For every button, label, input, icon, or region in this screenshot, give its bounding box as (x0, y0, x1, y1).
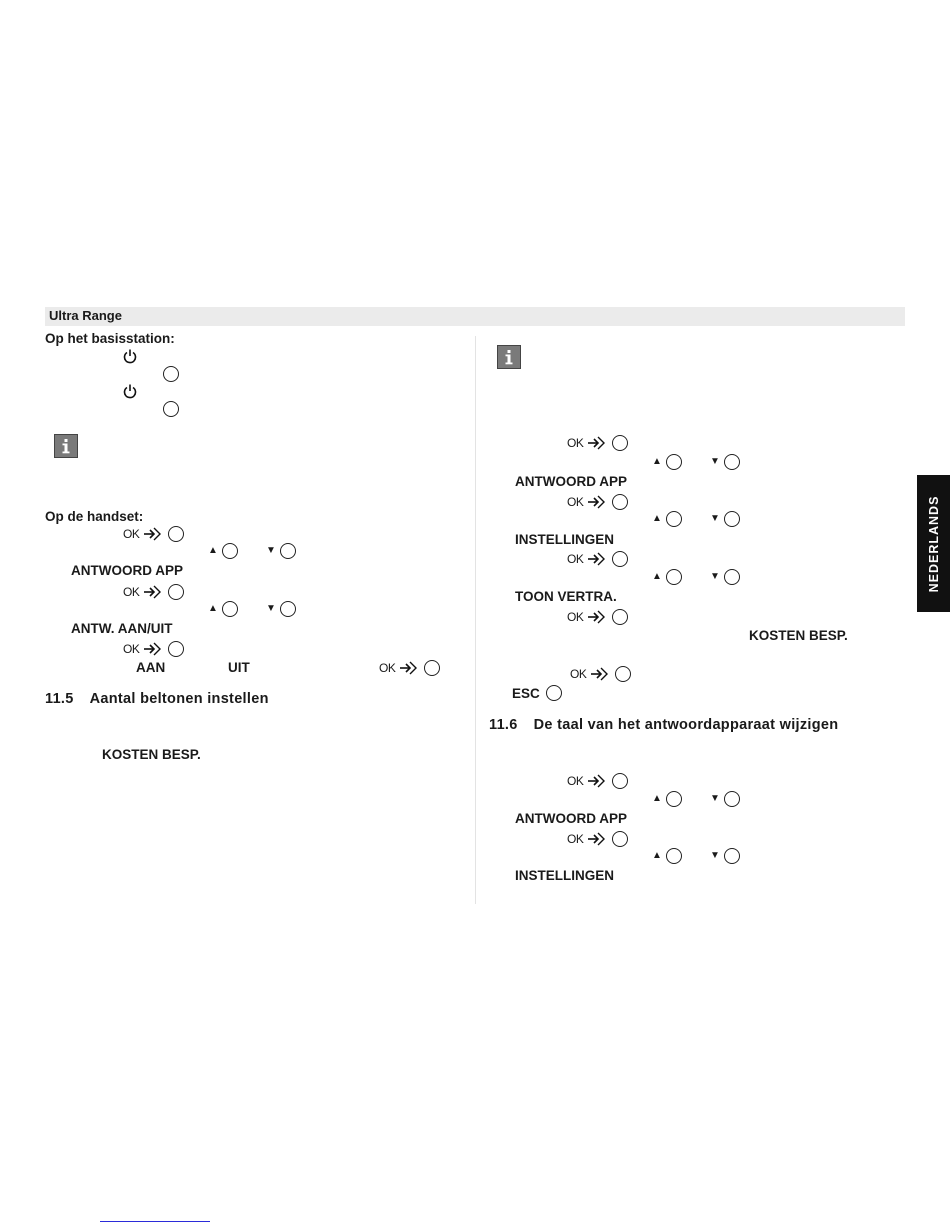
footer-line (100, 1221, 210, 1222)
down-arrow-icon: ▼ (266, 545, 276, 556)
round-key-icon (666, 848, 682, 864)
option-uit: UIT (228, 660, 250, 675)
round-key-icon (168, 584, 184, 600)
menu-antwoord-app: ANTWOORD APP (515, 474, 627, 489)
ok-enter-group (379, 660, 440, 676)
ok-label: OK (567, 436, 584, 450)
round-key-icon (163, 401, 179, 417)
down-arrow-icon: ▼ (710, 456, 720, 467)
power-icon (122, 383, 138, 399)
up-arrow-group (652, 511, 682, 527)
header-title: Ultra Range (49, 308, 122, 323)
down-arrow-group (266, 543, 296, 559)
up-arrow-group (652, 569, 682, 585)
round-key-icon (222, 543, 238, 559)
ok-enter-group (123, 641, 184, 657)
ok-enter-group (567, 551, 628, 567)
round-key-icon (615, 666, 631, 682)
ok-enter-group (567, 435, 628, 451)
round-key-icon (280, 543, 296, 559)
ok-enter-icon (591, 667, 609, 681)
up-arrow-group (652, 454, 682, 470)
up-arrow-icon: ▲ (652, 456, 662, 467)
ok-enter-icon (144, 527, 162, 541)
up-arrow-group (652, 848, 682, 864)
round-key-icon (666, 511, 682, 527)
down-arrow-group (710, 511, 740, 527)
info-icon (497, 345, 521, 369)
ok-label: OK (567, 552, 584, 566)
round-key-icon (612, 494, 628, 510)
up-arrow-icon: ▲ (652, 513, 662, 524)
section-title: De taal van het antwoordapparaat wijzigen (533, 717, 839, 733)
down-arrow-icon: ▼ (710, 793, 720, 804)
round-key-icon (280, 601, 296, 617)
down-arrow-group (266, 601, 296, 617)
down-arrow-group (710, 791, 740, 807)
ok-enter-icon (588, 610, 606, 624)
round-key-icon (666, 569, 682, 585)
round-key-icon (612, 435, 628, 451)
round-key-icon (724, 454, 740, 470)
kosten-besp-label: KOSTEN BESP. (749, 628, 848, 643)
ok-enter-icon (588, 832, 606, 846)
up-arrow-group (652, 791, 682, 807)
ok-enter-group (567, 609, 628, 625)
round-key-icon (612, 831, 628, 847)
round-key-icon (612, 773, 628, 789)
round-key-icon (163, 366, 179, 382)
power-icon (122, 348, 138, 364)
up-arrow-icon: ▲ (652, 793, 662, 804)
down-arrow-icon: ▼ (266, 603, 276, 614)
ok-enter-group (123, 584, 184, 600)
down-arrow-icon: ▼ (710, 850, 720, 861)
down-arrow-icon: ▼ (710, 513, 720, 524)
section-number: 11.5 (45, 691, 74, 707)
ok-enter-icon (588, 774, 606, 788)
menu-instellingen: INSTELLINGEN (515, 868, 615, 883)
round-key-icon (666, 791, 682, 807)
esc-group (512, 685, 562, 701)
column-divider (475, 336, 476, 904)
ok-label: OK (123, 642, 140, 656)
down-arrow-group (710, 454, 740, 470)
round-key-icon (724, 791, 740, 807)
ok-enter-group (567, 773, 628, 789)
base-station-heading: Op het basisstation: (45, 331, 175, 346)
up-arrow-icon: ▲ (652, 850, 662, 861)
ok-enter-group (123, 526, 184, 542)
round-key-icon (724, 511, 740, 527)
up-arrow-icon: ▲ (652, 571, 662, 582)
menu-antw-aan-uit: ANTW. AAN/UIT (71, 621, 173, 636)
up-arrow-group (208, 601, 238, 617)
round-key-icon (168, 526, 184, 542)
ok-enter-icon (400, 661, 418, 675)
ok-label: OK (567, 495, 584, 509)
down-arrow-icon: ▼ (710, 571, 720, 582)
section-title: Aantal beltonen instellen (89, 691, 269, 707)
menu-toon-vertra: TOON VERTRA. (515, 589, 617, 604)
menu-instellingen: INSTELLINGEN (515, 532, 615, 547)
handset-heading: Op de handset: (45, 509, 144, 524)
language-side-tab-label: NEDERLANDS (926, 495, 941, 592)
round-key-icon (222, 601, 238, 617)
ok-label: OK (570, 667, 587, 681)
ok-enter-icon (588, 552, 606, 566)
ok-enter-icon (588, 495, 606, 509)
ok-enter-icon (144, 585, 162, 599)
ok-enter-icon (588, 436, 606, 450)
kosten-besp-label: KOSTEN BESP. (102, 747, 201, 762)
ok-label: OK (567, 610, 584, 624)
ok-label: OK (123, 527, 140, 541)
header-bar (45, 307, 905, 326)
ok-label: OK (567, 774, 584, 788)
down-arrow-group (710, 569, 740, 585)
option-aan: AAN (136, 660, 166, 675)
round-key-icon (612, 609, 628, 625)
menu-antwoord-app: ANTWOORD APP (515, 811, 627, 826)
ok-enter-icon (144, 642, 162, 656)
ok-enter-group (567, 831, 628, 847)
round-key-icon (168, 641, 184, 657)
esc-label: ESC (512, 685, 540, 701)
up-arrow-icon: ▲ (208, 603, 218, 614)
section-number: 11.6 (489, 717, 518, 733)
language-side-tab (917, 475, 950, 612)
section-11-5-heading (45, 691, 269, 707)
up-arrow-icon: ▲ (208, 545, 218, 556)
down-arrow-group (710, 848, 740, 864)
ok-label: OK (123, 585, 140, 599)
ok-enter-group (570, 666, 631, 682)
menu-antwoord-app: ANTWOORD APP (71, 563, 183, 578)
ok-label: OK (567, 832, 584, 846)
up-arrow-group (208, 543, 238, 559)
round-key-icon (546, 685, 562, 701)
round-key-icon (724, 848, 740, 864)
info-icon (54, 434, 78, 458)
section-11-6-heading (489, 717, 838, 733)
round-key-icon (612, 551, 628, 567)
ok-enter-group (567, 494, 628, 510)
ok-label: OK (379, 661, 396, 675)
round-key-icon (724, 569, 740, 585)
round-key-icon (424, 660, 440, 676)
round-key-icon (666, 454, 682, 470)
